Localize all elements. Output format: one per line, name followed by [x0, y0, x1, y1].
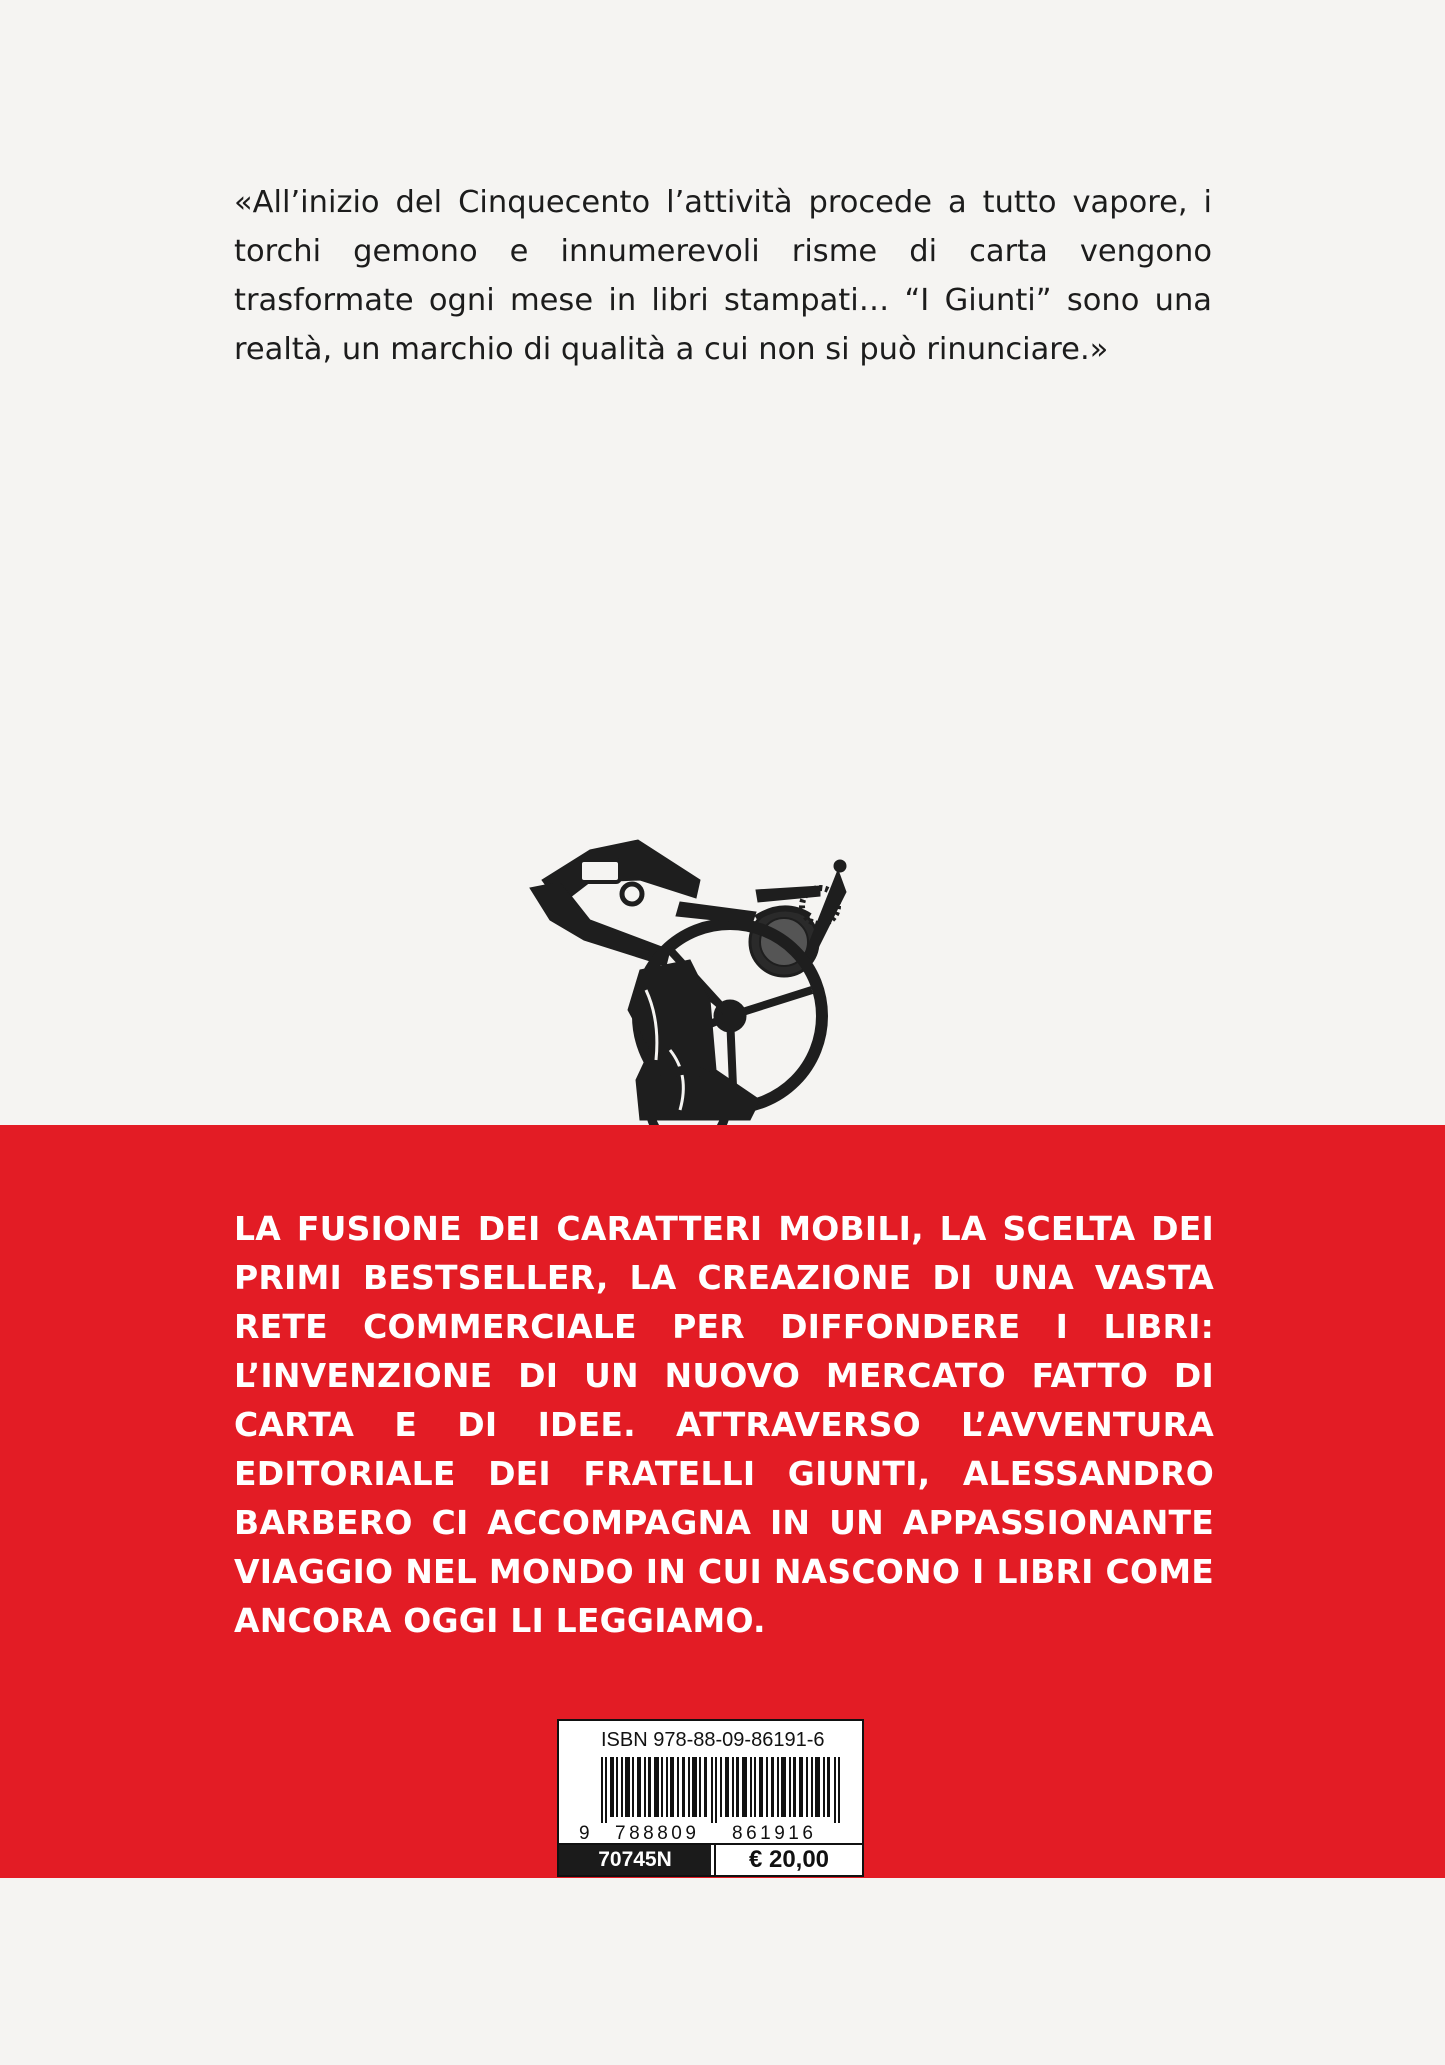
isbn-label: ISBN 978-88-09-86191-6: [601, 1729, 825, 1751]
barcode-digit-lead: 9: [579, 1823, 590, 1844]
barcode-digits: [579, 1823, 849, 1845]
back-cover-quote: «All’inizio del Cinquecento l’attività procede a tutto vapore, i torchi gemono e innumerevoli risme di carta vengono trasformate ogni mese in libri stampati… “I Giunti” sono una realtà, un marchio di qualità a cui non si può rinunciare.»: [234, 185, 1212, 367]
price: € 20,00: [714, 1845, 862, 1875]
printing-press-icon: [520, 820, 860, 1125]
product-code: 70745N: [559, 1845, 711, 1875]
barcode-digit-group-2: 861916: [732, 1823, 817, 1844]
barcode-bars: [601, 1757, 841, 1823]
code-price-row: [559, 1843, 862, 1875]
barcode-label: [557, 1719, 864, 1877]
back-cover-blurb: LA FUSIONE DEI CARATTERI MOBILI, LA SCELTA DEI PRIMI BESTSELLER, LA CREAZIONE DI UNA VASTA RETE COMMERCIALE PER DIFFONDERE I LIBRI: L’INVENZIONE DI UN NUOVO MERCATO FATTO DI CARTA E DI IDEE. ATTRAVERSO L’AVVENTURA EDITORIALE DEI FRATELLI GIUNTI, ALESSANDRO BARBERO CI ACCOMPAGNA IN UN APPASSIONANTE VIAGGIO NEL MONDO IN CUI NASCONO I LIBRI COME ANCORA OGGI LI LEGGIAMO.: [234, 1209, 1214, 1640]
barcode-digit-group-1: 788809: [615, 1823, 700, 1844]
